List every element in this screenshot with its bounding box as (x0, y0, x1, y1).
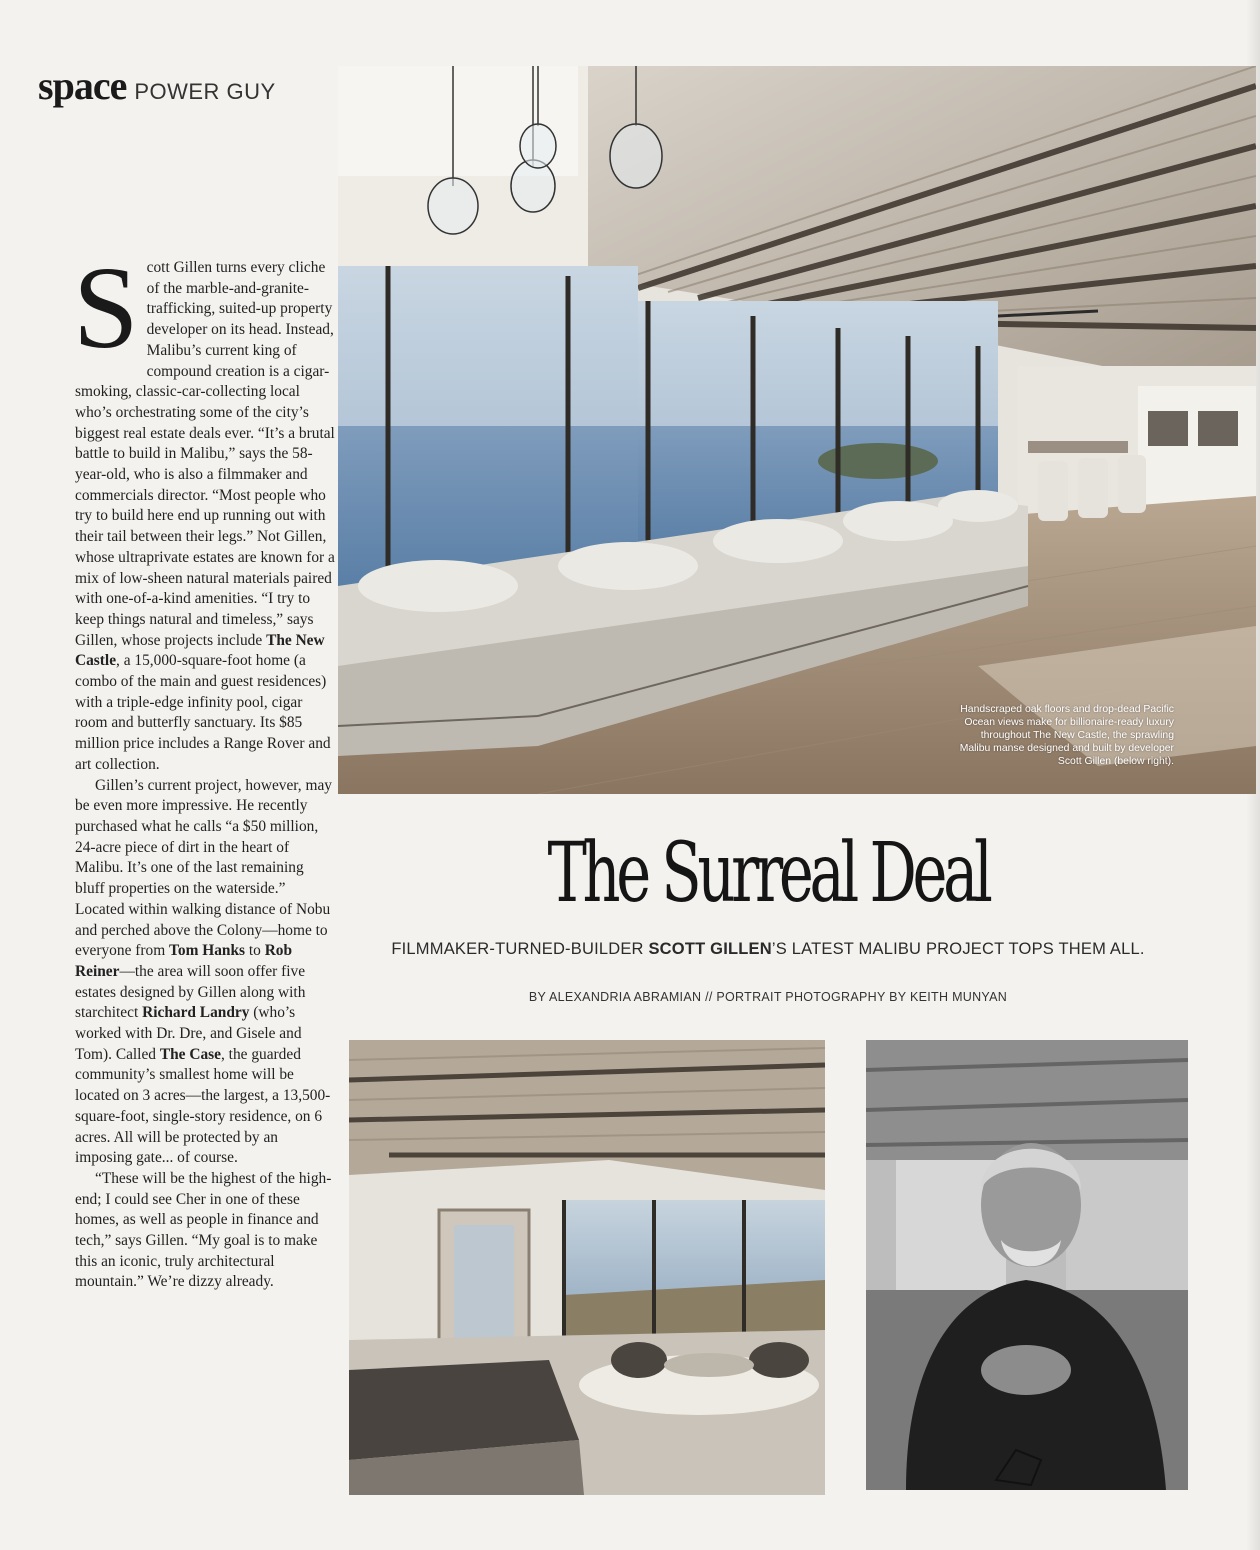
paragraph-text: , the guarded community’s smallest home will be located on 3 acres—the largest, a 13,500-square-foot, single-story residence, on 6 acres. All will be protected by an imposing gate... of course. (75, 1045, 331, 1167)
drop-cap: S (73, 242, 139, 373)
portrait-photo-scott-gillen (866, 1040, 1188, 1490)
article-dek (338, 940, 1198, 959)
dek-name: SCOTT GILLEN (648, 940, 772, 958)
paragraph-text: (who’s worked with Dr. Dre, and Gisele and Tom). Called (75, 1004, 302, 1063)
section-subtitle: POWER GUY (134, 79, 276, 104)
article-body (73, 242, 337, 1293)
person-name-rob-reiner: Rob Reiner (75, 942, 293, 980)
paragraph-text: cott Gillen turns every cliche of the marble-and-granite-trafficking, suited-up property developer on its head. Instead, Malibu’s current king of compound creation is a cigar-smoking, classic-car-collecting local who’s orchestrating some of the city’s biggest real estate deals ever. “It’s a brutal battle to build in Malibu,” says the 58-year-old, who is also a filmmaker and commercials director. “Most people who try to build here end up running out with their tail between their legs.” Not Gillen, whose ultraprivate estates are known for a mix of low-sheen natural materials paired with one-of-a-kind amenities. “I try to keep things natural and timeless,” says Gillen, whose projects include (75, 259, 335, 649)
article-paragraph-2 (75, 776, 337, 1169)
property-name-new-castle: The New Castle (75, 631, 325, 670)
dek-text-end: ’S LATEST MALIBU PROJECT TOPS THEM ALL. (771, 940, 1145, 958)
property-name-the-case: The Case (159, 1045, 221, 1063)
paragraph-text: —the area will soon offer five estates designed by Gillen along with starchitect (75, 962, 306, 1022)
article-byline: BY ALEXANDRIA ABRAMIAN // PORTRAIT PHOTOGRAPHY BY KEITH MUNYAN (528, 990, 1008, 1004)
person-name-tom-hanks: Tom Hanks (169, 942, 246, 960)
person-name-richard-landry: Richard Landry (142, 1004, 250, 1022)
hero-photo-caption: Handscraped oak floors and drop-dead Pacific Ocean views make for billionaire-ready luxury throughout The New Castle, the sprawling Malibu manse designed and built by developer Scott Gillen (below right). (959, 704, 1174, 767)
paragraph-text: Gillen’s current project, however, may be even more impressive. He recently purchased what he calls “a $50 million, 24-acre piece of dirt in the heart of Malibu. It’s one of the last remaining bluff properties on the waterside.” Located within walking distance of Nobu and perched above the Colony—home to everyone from (75, 776, 332, 960)
hero-photo-living-room (338, 66, 1256, 794)
article-headline: The Surreal Deal (547, 826, 989, 921)
article-paragraph-3: “These will be the highest of the high-end; I could see Cher in one of these homes, as well as people in finance and tech,” says Gillen. “My goal is to make this an iconic, truly architectural mountain.” We’re dizzy already. (75, 1169, 332, 1291)
paragraph-text: , a 15,000-square-foot home (a combo of the main and guest residences) with a triple-edge infinity pool, cigar room and butterfly sanctuary. Its $85 million price includes a Range Rover and art collection. (75, 652, 331, 773)
bedroom-photo (349, 1040, 825, 1495)
article-paragraph-1 (73, 242, 337, 776)
section-header (38, 62, 276, 109)
section-name: space (38, 63, 127, 108)
dek-text-start: FILMMAKER-TURNED-BUILDER (391, 940, 649, 958)
paragraph-text: to (245, 942, 265, 960)
